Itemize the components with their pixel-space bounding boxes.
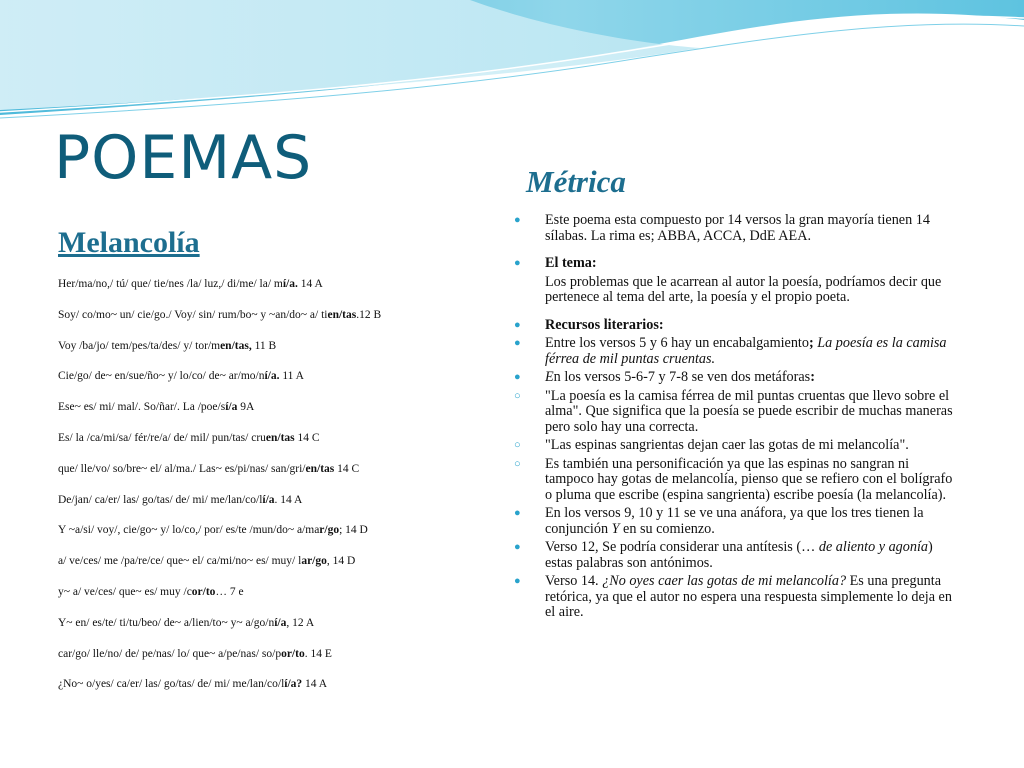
text-segment: "Las espinas sangrientas dejan caer las gotas de mi melancolía".: [545, 437, 909, 453]
verse-line-9: [58, 523, 478, 554]
text-segment: Verso 14.: [545, 573, 603, 589]
text-segment: . 14 A: [274, 493, 303, 506]
text-segment: í/a.: [282, 278, 298, 290]
analysis-bullet-4: [514, 318, 954, 334]
text-segment: Y: [611, 520, 620, 537]
text-segment: en/tas: [265, 431, 295, 444]
verse-line-6: [58, 431, 478, 462]
text-segment: Voy /ba/jo/ tem/pes/ta/des/ y/ tor/m: [58, 339, 221, 352]
bullet-icon: ●: [514, 257, 521, 269]
bullet-icon: ●: [514, 371, 521, 383]
analysis-paragraph-3: [514, 275, 954, 306]
text-segment: 14 C: [334, 462, 360, 475]
text-segment: , 12 A: [286, 616, 315, 629]
text-segment: Es también una personificación ya que las espinas no sangran ni tampoco hay gotas de melancolía, pienso que se refiero con el bolígrafo o pluma que escribe (espina sangrienta) escribe poesía (la melancolía).: [545, 455, 953, 503]
text-segment: en/tas: [305, 462, 335, 475]
text-segment: Entre los versos 5 y 6 hay un encabalgamiento: [545, 335, 809, 351]
text-segment: a/ ve/ces/ me /pa/re/ce/ que~ el/ ca/mi/no~ es/ muy/ l: [58, 555, 302, 568]
text-segment: 14 A: [302, 678, 328, 691]
text-segment: í/a: [225, 401, 238, 414]
text-segment: Este poema esta compuesto por 14 versos la gran mayoría tienen 14 sílabas. La rima es; ABBA, ACCA, DdE AEA.: [545, 212, 930, 244]
bullet-icon: ●: [514, 337, 521, 349]
text-segment: de aliento y agonía: [818, 539, 928, 555]
text-segment: :: [810, 369, 815, 385]
text-segment: í/a: [274, 616, 287, 629]
analysis-bullet-11: [514, 540, 954, 571]
text-segment: Soy/ co/mo~ un/ cie/go./ Voy/ sin/ rum/bo~ y ~an/do~ a/ ti: [58, 308, 328, 321]
header-wave-decoration: [0, 0, 1024, 130]
text-segment: ; 14 D: [339, 524, 368, 537]
analysis-bullets: [514, 213, 954, 621]
text-segment: car/go/ lle/no/ de/ pe/nas/ lo/ que~ a/pe/nas/ so/p: [58, 647, 282, 660]
verse-line-12: [58, 616, 478, 647]
text-segment: . 14 E: [304, 647, 332, 660]
hollow-bullet-icon: ○: [514, 457, 521, 470]
text-segment: Her/ma/no,/ tú/ que/ tie/nes /la/ luz,/ di/me/ la/ m: [58, 278, 283, 290]
hollow-bullet-icon: ○: [514, 439, 521, 451]
text-segment: 14 A: [297, 278, 323, 290]
text-segment: en su comienzo.: [619, 520, 715, 537]
text-segment: Y ~a/si/ voy/, cie/go~ y/ lo/co,/ por/ es/te /mun/do~ a/ma: [58, 524, 320, 537]
text-segment: La poesía es la camisa férrea de mil puntas cruentas.: [545, 335, 947, 367]
text-segment: or/to: [191, 585, 216, 598]
text-segment: Cie/go/ de~ en/sue/ño~ y/ lo/co/ de~ ar/mo/n: [58, 370, 265, 383]
analysis-bullet-8: [514, 438, 954, 454]
text-segment: Recursos literarios:: [545, 316, 664, 333]
text-segment: í/a.: [264, 370, 280, 383]
bullet-icon: ●: [514, 507, 521, 519]
hollow-bullet-icon: ○: [514, 389, 521, 402]
verse-line-3: [58, 339, 478, 370]
verse-line-1: [58, 277, 478, 308]
text-segment: Es una pregunta retórica, ya que el autor no espera una respuesta simplemente lo deja en el aire.: [545, 573, 952, 620]
text-segment: ¿No oyes caer las gotas de mi melancolía?: [602, 573, 847, 589]
verse-line-8: [58, 493, 478, 524]
verse-line-2: [58, 308, 478, 339]
text-segment: Y~ en/ es/te/ ti/tu/beo/ de~ a/lien/to~ y~ a/go/n: [58, 616, 275, 629]
analysis-bullet-5: [514, 336, 954, 367]
text-segment: ar/go: [301, 555, 327, 568]
text-segment: Verso 12, Se podría considerar una antítesis (…: [545, 539, 819, 555]
bullet-icon: ●: [514, 318, 521, 331]
slide-title: POEMAS: [54, 123, 313, 193]
text-segment: Ese~ es/ mi/ mal/. So/ñar/. La /poe/s: [58, 401, 226, 414]
text-segment: r/go: [319, 524, 340, 537]
text-segment: Es/ la /ca/mi/sa/ fér/re/a/ de/ mil/ pun/tas/ cru: [58, 431, 266, 444]
text-segment: En los versos 9, 10 y 11 se ve una anáfora, ya que los tres tienen la conjunción: [545, 505, 924, 537]
text-segment: 14 C: [294, 431, 320, 444]
bullet-icon: ●: [514, 214, 521, 226]
text-segment: í/a: [262, 493, 275, 506]
text-segment: "La poesía es la camisa férrea de mil puntas cruentas que llevo sobre el alma". Que significa que la poesía se puede escribir de muchas maneras pero solo hay una correcta.: [545, 387, 953, 435]
analysis-bullet-2: [514, 256, 954, 272]
text-segment: que/ lle/vo/ so/bre~ el/ al/ma./ Las~ es/pi/nas/ san/gri/: [58, 462, 306, 475]
text-segment: … 7 e: [215, 585, 244, 598]
verse-line-14: [58, 677, 478, 708]
text-segment: , 14 D: [326, 555, 356, 568]
bullet-icon: ●: [514, 575, 521, 587]
verse-line-4: [58, 369, 478, 400]
text-segment: .12 B: [356, 308, 382, 321]
text-segment: 11 B: [251, 339, 277, 352]
verse-line-7: [58, 462, 478, 493]
text-segment: De/jan/ ca/er/ las/ go/tas/ de/ mi/ me/lan/co/l: [58, 493, 263, 506]
text-segment: 9A: [237, 401, 255, 414]
text-segment: ;: [808, 335, 814, 351]
analysis-bullet-6: [514, 370, 954, 386]
metrica-heading: Métrica: [526, 164, 626, 199]
analysis-bullet-9: [514, 457, 954, 504]
text-segment: 11 A: [279, 370, 304, 383]
text-segment: n los versos 5-6-7 y 7-8 se ven dos metáforas: [553, 369, 811, 385]
analysis-bullet-7: [514, 389, 954, 436]
text-segment: en/tas: [327, 308, 357, 321]
text-segment: Los problemas que le acarrean al autor la poesía, podríamos decir que pertenece al tema del arte, la poesía y el propio poeta.: [545, 273, 942, 305]
text-segment: El tema:: [545, 255, 597, 271]
text-segment: ) estas palabras son antónimos.: [545, 539, 933, 571]
text-segment: y~ a/ ve/ces/ que~ es/ muy /c: [58, 585, 192, 598]
analysis-bullet-12: [514, 574, 954, 621]
text-segment: en/tas,: [220, 339, 252, 352]
poem-verses-list: [58, 277, 478, 708]
analysis-bullet-1: [514, 213, 954, 244]
verse-line-11: [58, 585, 478, 616]
text-segment: í/a?: [284, 678, 303, 691]
bullet-icon: ●: [514, 541, 521, 553]
verse-line-13: [58, 647, 478, 678]
verse-line-5: [58, 400, 478, 431]
text-segment: or/to: [281, 647, 305, 660]
poem-title: Melancolía: [58, 226, 200, 259]
analysis-bullet-10: [514, 506, 954, 537]
text-segment: ¿No~ o/yes/ ca/er/ las/ go/tas/ de/ mi/ me/lan/co/l: [58, 678, 285, 691]
text-segment: E: [545, 369, 554, 385]
verse-line-10: [58, 554, 478, 585]
